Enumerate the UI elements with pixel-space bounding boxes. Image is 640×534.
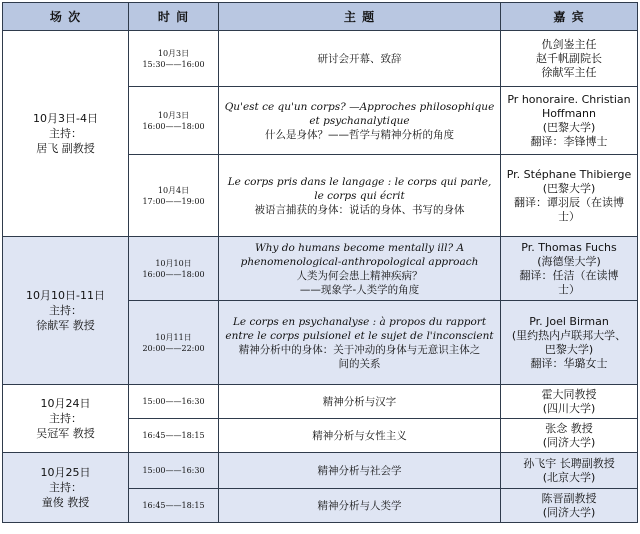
session-line: 童俊 教授 — [41, 496, 90, 509]
topic-chinese-title: 精神分析与人类学 — [317, 499, 402, 512]
schedule-row — [3, 237, 638, 301]
topic-chinese-title: 精神分析中的身体：关于冲动的身体与无意识主体之 — [238, 343, 481, 356]
topic-cell — [219, 301, 501, 385]
topic-cell — [219, 155, 501, 237]
guest-line: 士） — [558, 209, 580, 223]
topic-cell — [219, 237, 501, 301]
guest-cell — [501, 385, 638, 419]
guest-line: 霍大同教授 — [541, 387, 597, 401]
schedule-table — [2, 2, 638, 523]
session-date: 10月3日 — [157, 48, 190, 58]
header-topic: 主 题 — [219, 3, 501, 31]
guest-line: 张念 教授 — [545, 421, 593, 435]
session-date: 10月4日 — [157, 185, 190, 195]
guest-line: 陈晋副教授 — [541, 491, 597, 505]
guest-line: 翻译：任洁（在读博 — [519, 268, 619, 282]
session-line: 主持： — [49, 304, 82, 317]
time-cell — [129, 87, 219, 155]
session-line: 10月24日 — [40, 397, 91, 410]
session-cell — [3, 31, 129, 237]
topic-chinese-title: 人类为何会患上精神疾病？ — [296, 269, 423, 282]
guest-line: 孙飞宇 长聘副教授 — [523, 456, 615, 470]
topic-foreign-title: Qu'est ce qu'un corps? —Approches philosophique et psychanalytique — [224, 100, 495, 127]
session-date: 10月10日 — [155, 258, 192, 268]
time-cell — [129, 155, 219, 237]
guest-line: (同济大学) — [542, 435, 596, 449]
guest-line: Pr. Thomas Fuchs — [521, 240, 617, 254]
topic-cell — [219, 385, 501, 419]
session-line: 10月10日-11日 — [26, 289, 105, 302]
guest-line: (巴黎大学) — [542, 120, 596, 134]
session-line: 主持： — [49, 412, 82, 425]
schedule-body — [3, 31, 638, 523]
topic-foreign-title: Le corps en psychanalyse : à propos du rapport entre le corps pulsionel et le sujet de l'inconscient — [225, 315, 494, 342]
session-line: 居飞 副教授 — [36, 142, 95, 155]
session-date: 10月3日 — [157, 110, 190, 120]
topic-cell — [219, 31, 501, 87]
guest-line: 仇剑崟主任 — [541, 37, 597, 51]
topic-foreign-title: Why do humans become mentally ill? A phenomenological-anthropological approach — [240, 241, 479, 268]
time-range: 20:00——22:00 — [142, 343, 205, 353]
guest-line: Pr. Stéphane Thibierge — [506, 167, 632, 181]
guest-line: (里约热内卢联邦大学、 — [511, 328, 627, 342]
session-cell — [3, 385, 129, 453]
time-cell — [129, 301, 219, 385]
header-session: 场 次 — [3, 3, 129, 31]
time-cell — [129, 489, 219, 523]
topic-chinese-title: 研讨会开幕、致辞 — [317, 52, 402, 65]
guest-cell — [501, 453, 638, 489]
guest-line: (四川大学) — [542, 401, 596, 415]
session-line: 10月3日-4日 — [33, 112, 98, 125]
guest-line: Hoffmann — [542, 106, 596, 120]
time-range: 17:00——19:00 — [142, 196, 205, 206]
time-cell — [129, 419, 219, 453]
topic-chinese-title: ——现象学-人类学的角度 — [299, 283, 420, 296]
topic-cell — [219, 419, 501, 453]
header-time: 时 间 — [129, 3, 219, 31]
topic-cell — [219, 87, 501, 155]
topic-chinese-title: 被语言捕获的身体：说话的身体、书写的身体 — [254, 203, 465, 216]
guest-line: 赵千帆副院长 — [536, 51, 602, 65]
topic-chinese-title: 精神分析与汉字 — [322, 395, 397, 408]
schedule-row — [3, 385, 638, 419]
time-range: 15:00——16:30 — [142, 397, 205, 406]
guest-line: 士） — [558, 282, 580, 296]
guest-cell — [501, 237, 638, 301]
session-line: 吴冠军 教授 — [36, 427, 95, 440]
guest-line: 徐献军主任 — [541, 65, 597, 79]
time-cell — [129, 453, 219, 489]
schedule-row — [3, 31, 638, 87]
guest-line: (北京大学) — [542, 470, 596, 484]
topic-foreign-title: Le corps pris dans le langage : le corps qui parle, le corps qui écrit — [227, 175, 492, 202]
guest-line: 巴黎大学) — [544, 342, 594, 356]
topic-chinese-title: 精神分析与女性主义 — [312, 429, 407, 442]
session-line: 10月25日 — [40, 466, 91, 479]
time-cell — [129, 385, 219, 419]
session-date: 10月11日 — [155, 332, 192, 342]
guest-line: (海德堡大学) — [537, 254, 601, 268]
guest-line: (同济大学) — [542, 505, 596, 519]
header-guests: 嘉 宾 — [501, 3, 638, 31]
session-line: 徐献军 教授 — [36, 319, 95, 332]
time-cell — [129, 237, 219, 301]
topic-chinese-title: 间的关系 — [338, 357, 381, 370]
time-cell — [129, 31, 219, 87]
guest-line: Pr honoraire. Christian — [507, 92, 631, 106]
topic-cell — [219, 489, 501, 523]
topic-chinese-title: 精神分析与社会学 — [317, 464, 402, 477]
guest-line: 翻译：李锋博士 — [530, 134, 608, 148]
guest-cell — [501, 155, 638, 237]
time-range: 16:00——18:00 — [142, 269, 205, 279]
session-line: 主持： — [49, 127, 82, 140]
time-range: 15:00——16:30 — [142, 466, 205, 475]
time-range: 15:30——16:00 — [142, 59, 205, 69]
guest-line: Pr. Joel Birman — [529, 314, 609, 328]
topic-cell — [219, 453, 501, 489]
time-range: 16:45——18:15 — [142, 501, 205, 510]
guest-line: (巴黎大学) — [542, 181, 596, 195]
guest-cell — [501, 31, 638, 87]
guest-cell — [501, 301, 638, 385]
guest-cell — [501, 87, 638, 155]
guest-line: 翻译：谭羽辰（在读博 — [514, 195, 624, 209]
header-row — [3, 3, 638, 31]
guest-cell — [501, 489, 638, 523]
topic-chinese-title: 什么是身体？——哲学与精神分析的角度 — [265, 128, 454, 141]
guest-line: 翻译：华璐女士 — [530, 356, 608, 370]
time-range: 16:00——18:00 — [142, 121, 205, 131]
schedule-row — [3, 453, 638, 489]
time-range: 16:45——18:15 — [142, 431, 205, 440]
guest-cell — [501, 419, 638, 453]
session-cell — [3, 237, 129, 385]
session-line: 主持： — [49, 481, 82, 494]
session-cell — [3, 453, 129, 523]
